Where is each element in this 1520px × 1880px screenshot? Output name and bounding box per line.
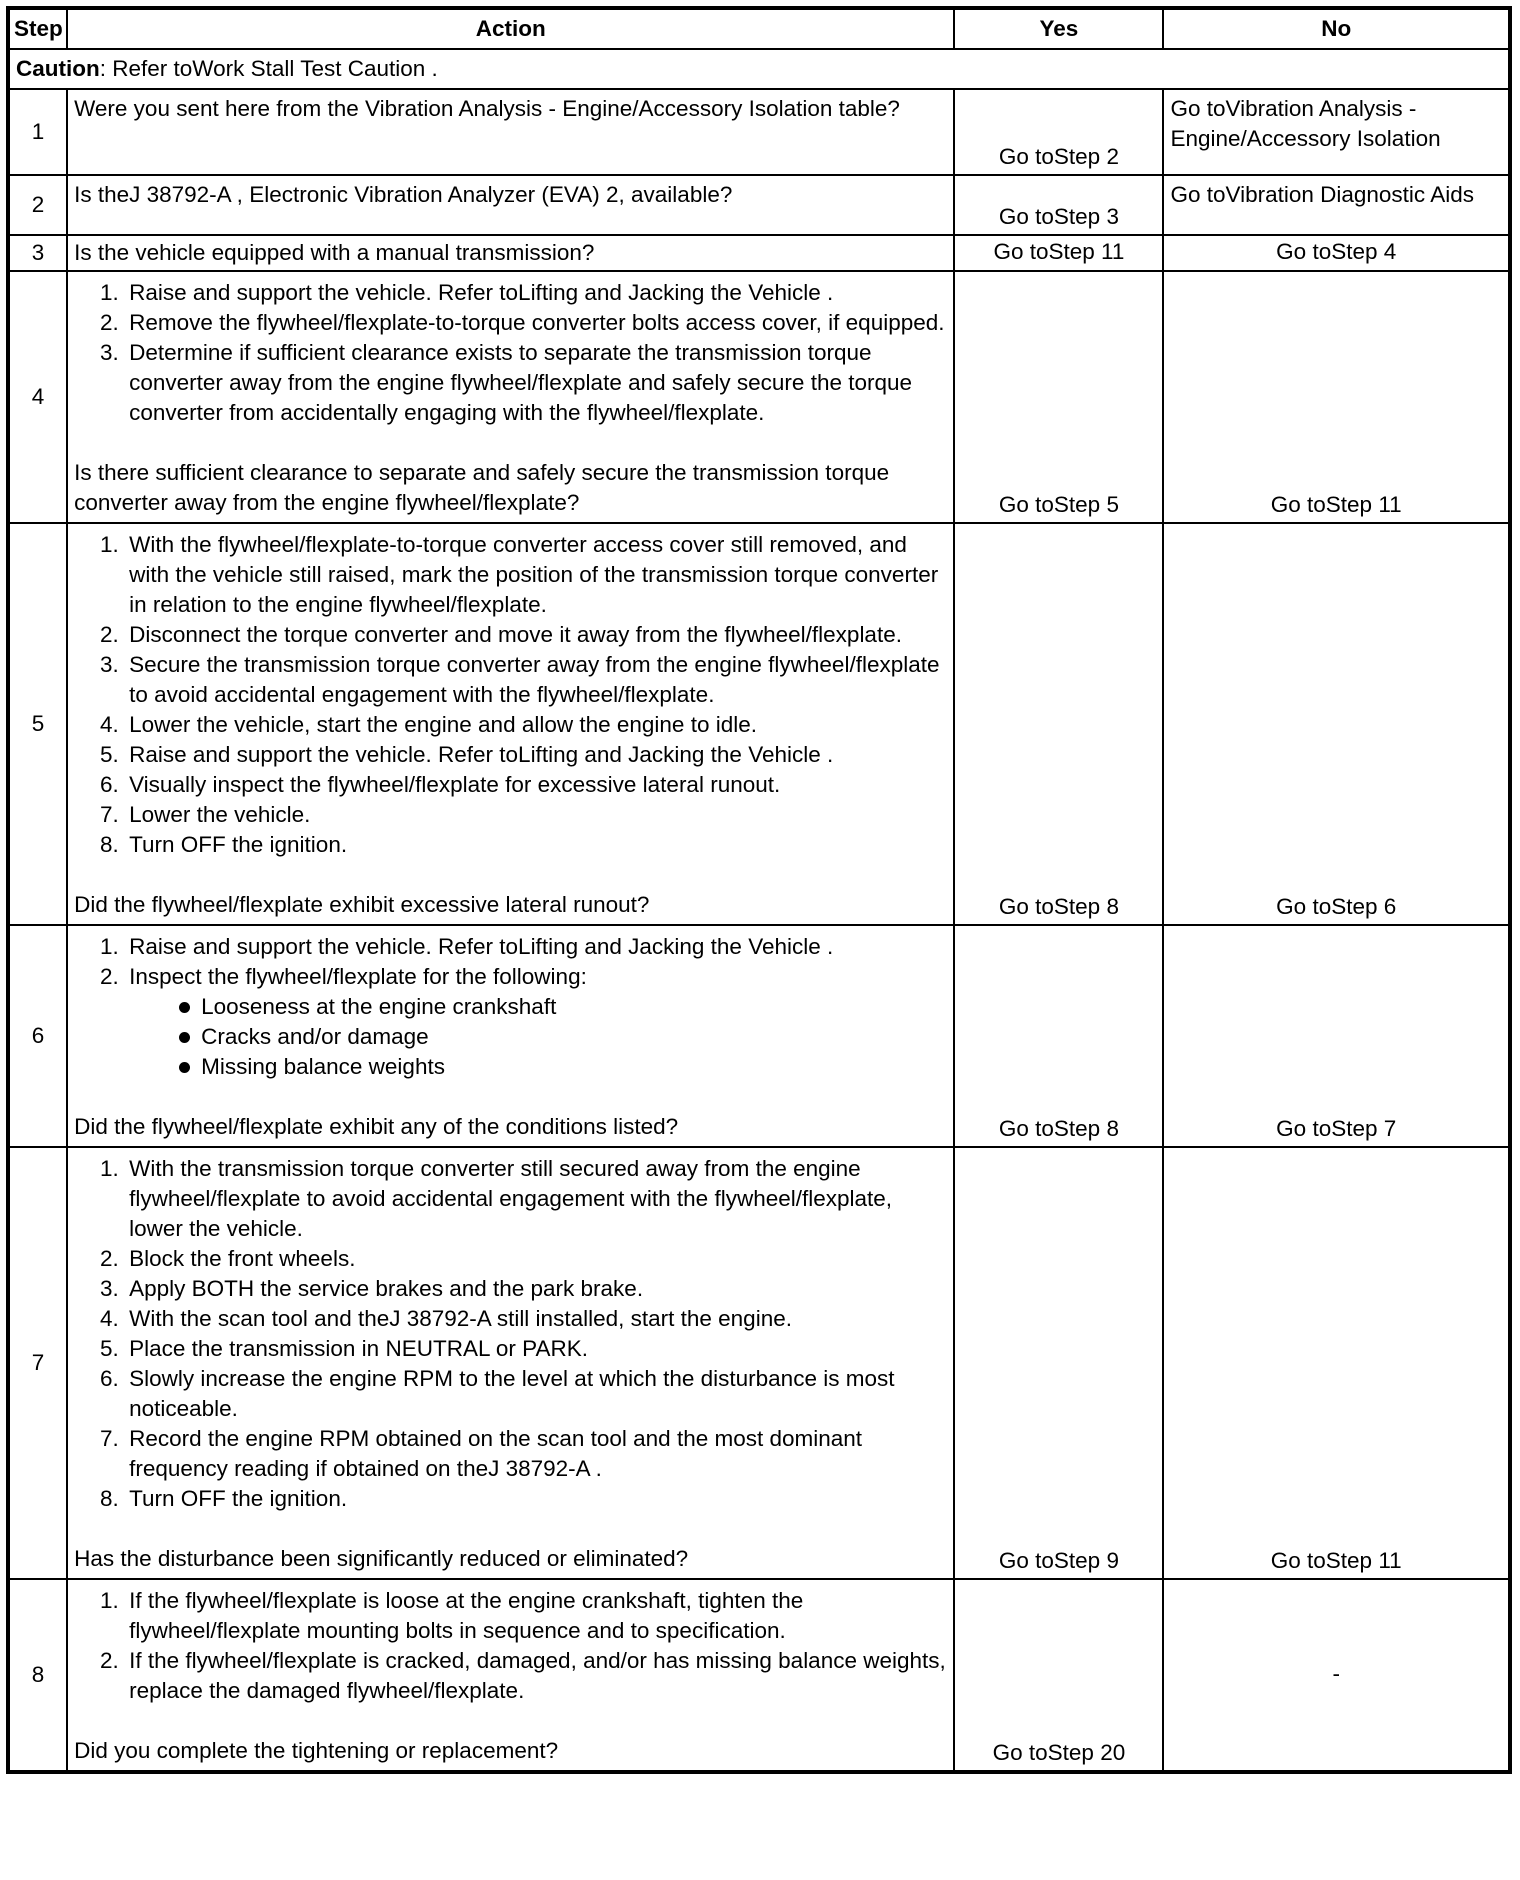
instruction-list bbox=[74, 1154, 947, 1514]
yes-link[interactable]: Go toStep 9 bbox=[954, 1147, 1163, 1579]
no-link[interactable]: Go toStep 4 bbox=[1163, 235, 1510, 271]
action-cell bbox=[67, 1579, 954, 1772]
action-question: Is theJ 38792-A , Electronic Vibration Analyzer (EVA) 2, available? bbox=[67, 175, 954, 235]
list-item: 1. If the flywheel/flexplate is loose at the engine crankshaft, tighten the flywheel/flexplate mounting bolts in sequence and to specification. bbox=[125, 1586, 947, 1646]
yes-link[interactable]: Go toStep 8 bbox=[954, 523, 1163, 925]
list-item: 2. Remove the flywheel/flexplate-to-torque converter bolts access cover, if equipped. bbox=[125, 308, 947, 338]
header-row bbox=[8, 8, 1510, 49]
list-item: 2. Disconnect the torque converter and move it away from the flywheel/flexplate. bbox=[125, 620, 947, 650]
list-item-text: Inspect the flywheel/flexplate for the following: bbox=[129, 964, 587, 989]
list-item: 5. Place the transmission in NEUTRAL or PARK. bbox=[125, 1334, 947, 1364]
list-item: 7. Record the engine RPM obtained on the scan tool and the most dominant frequency reading if obtained on theJ 38792-A . bbox=[125, 1424, 947, 1484]
list-item: 6. Slowly increase the engine RPM to the level at which the disturbance is most noticeable. bbox=[125, 1364, 947, 1424]
bullet-list bbox=[129, 992, 947, 1082]
header-yes: Yes bbox=[954, 8, 1163, 49]
action-question: Did you complete the tightening or replacement? bbox=[74, 1738, 559, 1763]
list-item: 5. Raise and support the vehicle. Refer toLifting and Jacking the Vehicle . bbox=[125, 740, 947, 770]
caution-label: Caution bbox=[16, 56, 100, 81]
action-question: Is there sufficient clearance to separate and safely secure the transmission torque converter away from the engine flywheel/flexplate? bbox=[74, 460, 890, 515]
table-row-step-7 bbox=[8, 1147, 1510, 1579]
action-question: Did the flywheel/flexplate exhibit excessive lateral runout? bbox=[74, 892, 650, 917]
table-row-step-4 bbox=[8, 271, 1510, 523]
instruction-list bbox=[74, 1586, 947, 1706]
list-item: 8. Turn OFF the ignition. bbox=[125, 830, 947, 860]
table-row-step-6 bbox=[8, 925, 1510, 1147]
no-link[interactable]: Go toVibration Diagnostic Aids bbox=[1163, 175, 1510, 235]
header-action: Action bbox=[67, 8, 954, 49]
action-question: Were you sent here from the Vibration Analysis - Engine/Accessory Isolation table? bbox=[67, 89, 954, 175]
no-link[interactable]: Go toStep 11 bbox=[1163, 271, 1510, 523]
step-number: 8 bbox=[8, 1579, 67, 1772]
action-question: Has the disturbance been significantly reduced or eliminated? bbox=[74, 1546, 689, 1571]
caution-row bbox=[8, 49, 1510, 89]
list-item: 1. With the transmission torque converter still secured away from the engine flywheel/flexplate to avoid accidental engagement with the flywheel/flexplate, lower the vehicle. bbox=[125, 1154, 947, 1244]
no-value: - bbox=[1163, 1579, 1510, 1772]
step-number: 4 bbox=[8, 271, 67, 523]
table-row-step-3 bbox=[8, 235, 1510, 271]
list-item: 3. Determine if sufficient clearance exists to separate the transmission torque converter away from the engine flywheel/flexplate and safely secure the torque converter from accidentally engaging with the flywheel/flexplate. bbox=[125, 338, 947, 428]
action-cell bbox=[67, 925, 954, 1147]
list-item: 1. With the flywheel/flexplate-to-torque converter access cover still removed, and with the vehicle still raised, mark the position of the transmission torque converter in relation to the engine flywheel/flexplate. bbox=[125, 530, 947, 620]
action-cell bbox=[67, 271, 954, 523]
header-no: No bbox=[1163, 8, 1510, 49]
action-cell bbox=[67, 523, 954, 925]
bullet-item: Missing balance weights bbox=[179, 1052, 947, 1082]
list-item: 2. If the flywheel/flexplate is cracked, damaged, and/or has missing balance weights, replace the damaged flywheel/flexplate. bbox=[125, 1646, 947, 1706]
instruction-list bbox=[74, 932, 947, 1082]
list-item: 3. Secure the transmission torque converter away from the engine flywheel/flexplate to avoid accidental engagement with the flywheel/flexplate. bbox=[125, 650, 947, 710]
yes-link[interactable]: Go toStep 5 bbox=[954, 271, 1163, 523]
step-number: 1 bbox=[8, 89, 67, 175]
list-item: 1. Raise and support the vehicle. Refer toLifting and Jacking the Vehicle . bbox=[125, 278, 947, 308]
diagnostic-table-container bbox=[6, 6, 1512, 1774]
list-item: 8. Turn OFF the ignition. bbox=[125, 1484, 947, 1514]
action-cell bbox=[67, 1147, 954, 1579]
list-item bbox=[125, 962, 947, 1082]
yes-link[interactable]: Go toStep 2 bbox=[954, 89, 1163, 175]
yes-link[interactable]: Go toStep 11 bbox=[954, 235, 1163, 271]
instruction-list bbox=[74, 278, 947, 428]
step-number: 5 bbox=[8, 523, 67, 925]
list-item: 1. Raise and support the vehicle. Refer toLifting and Jacking the Vehicle . bbox=[125, 932, 947, 962]
instruction-list bbox=[74, 530, 947, 860]
list-item: 4. With the scan tool and theJ 38792-A still installed, start the engine. bbox=[125, 1304, 947, 1334]
no-link[interactable]: Go toStep 7 bbox=[1163, 925, 1510, 1147]
diagnostic-table bbox=[6, 6, 1512, 1774]
step-number: 3 bbox=[8, 235, 67, 271]
yes-link[interactable]: Go toStep 20 bbox=[954, 1579, 1163, 1772]
no-link[interactable]: Go toStep 6 bbox=[1163, 523, 1510, 925]
table-row-step-8 bbox=[8, 1579, 1510, 1772]
yes-link[interactable]: Go toStep 8 bbox=[954, 925, 1163, 1147]
list-item: 4. Lower the vehicle, start the engine and allow the engine to idle. bbox=[125, 710, 947, 740]
bullet-item: Cracks and/or damage bbox=[179, 1022, 947, 1052]
step-number: 2 bbox=[8, 175, 67, 235]
list-item: 3. Apply BOTH the service brakes and the park brake. bbox=[125, 1274, 947, 1304]
list-item: 6. Visually inspect the flywheel/flexplate for excessive lateral runout. bbox=[125, 770, 947, 800]
list-item: 2. Block the front wheels. bbox=[125, 1244, 947, 1274]
no-link[interactable]: Go toStep 11 bbox=[1163, 1147, 1510, 1579]
no-link[interactable]: Go toVibration Analysis - Engine/Accessory Isolation bbox=[1163, 89, 1510, 175]
step-number: 7 bbox=[8, 1147, 67, 1579]
header-step: Step bbox=[8, 8, 67, 49]
yes-link[interactable]: Go toStep 3 bbox=[954, 175, 1163, 235]
caution-cell bbox=[8, 49, 1510, 89]
bullet-item: Looseness at the engine crankshaft bbox=[179, 992, 947, 1022]
step-number: 6 bbox=[8, 925, 67, 1147]
table-row-step-5 bbox=[8, 523, 1510, 925]
action-question: Did the flywheel/flexplate exhibit any of the conditions listed? bbox=[74, 1114, 679, 1139]
table-row-step-1 bbox=[8, 89, 1510, 175]
list-item: 7. Lower the vehicle. bbox=[125, 800, 947, 830]
caution-text: : Refer toWork Stall Test Caution . bbox=[99, 56, 438, 81]
action-question: Is the vehicle equipped with a manual transmission? bbox=[67, 235, 954, 271]
table-row-step-2 bbox=[8, 175, 1510, 235]
